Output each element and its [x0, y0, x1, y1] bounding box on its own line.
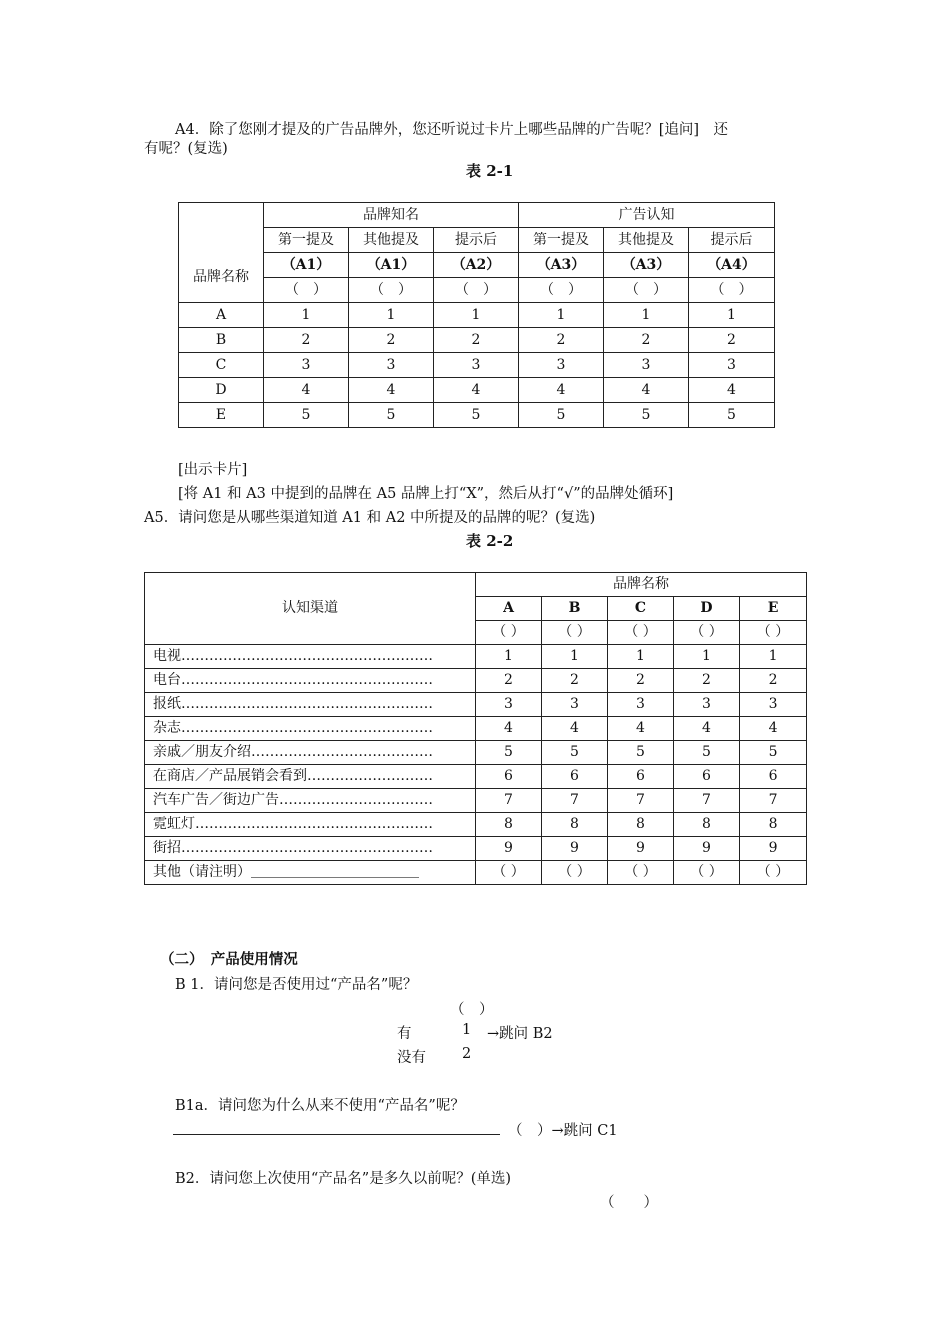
brand-cell: D [179, 378, 264, 403]
code-cell: 2 [604, 328, 689, 353]
question-code: （A1） [349, 253, 434, 278]
answer-blank: （ ） [476, 621, 542, 645]
brand-cell: B [179, 328, 264, 353]
code-cell: 3 [264, 353, 349, 378]
b1-answer-blank: （ ） [450, 1002, 494, 1018]
answer-blank: （ ） [740, 861, 807, 885]
subheader: 第一提及 [519, 228, 604, 253]
code-cell: 5 [519, 403, 604, 428]
code-cell: 5 [476, 741, 542, 765]
channel-label: 电台……………………………………………… [145, 669, 476, 693]
b1a-answer-line[interactable] [173, 1134, 500, 1135]
code-cell: 6 [740, 765, 807, 789]
channel-label: 汽车广告／街边广告…………………………… [145, 789, 476, 813]
brand-awareness-table [178, 202, 775, 428]
awareness-channel-table [144, 572, 807, 885]
table-row [179, 328, 775, 353]
brand-column-header: C [608, 597, 674, 621]
code-cell: 4 [608, 717, 674, 741]
code-cell: 8 [674, 813, 740, 837]
channel-label: 其他（请注明）＿＿＿＿＿＿＿＿＿＿＿＿ [145, 861, 476, 885]
answer-blank: （ ） [434, 278, 519, 303]
code-cell: 7 [674, 789, 740, 813]
b1a-answer-jump: （ ）→跳问 C1 [508, 1123, 618, 1139]
b1-question: B 1．请问您是否使用过“产品名”呢？ [175, 977, 418, 993]
answer-blank: （ ） [476, 861, 542, 885]
answer-blank: （ ） [608, 861, 674, 885]
brand-name-header: 品牌名称 [476, 573, 807, 597]
subheader: 其他提及 [349, 228, 434, 253]
channel-header: 认知渠道 [145, 573, 476, 645]
code-cell: 6 [476, 765, 542, 789]
code-cell: 9 [674, 837, 740, 861]
code-cell: 5 [604, 403, 689, 428]
code-cell: 7 [608, 789, 674, 813]
channel-label: 霓虹灯…………………………………………… [145, 813, 476, 837]
code-cell: 3 [542, 693, 608, 717]
table-row [145, 741, 807, 765]
brand-column-header: E [740, 597, 807, 621]
code-cell: 7 [476, 789, 542, 813]
code-cell: 4 [674, 717, 740, 741]
code-cell: 3 [674, 693, 740, 717]
answer-blank: （ ） [349, 278, 434, 303]
code-cell: 4 [349, 378, 434, 403]
code-cell: 9 [542, 837, 608, 861]
code-cell: 9 [608, 837, 674, 861]
code-cell: 5 [674, 741, 740, 765]
code-cell: 2 [476, 669, 542, 693]
code-cell: 8 [476, 813, 542, 837]
b1-option-yes-label: 有 [397, 1026, 412, 1042]
brand-column-header: D [674, 597, 740, 621]
code-cell: 1 [476, 645, 542, 669]
b1a-question: B1a．请问您为什么从来不使用“产品名”呢？ [175, 1098, 465, 1114]
code-cell: 1 [608, 645, 674, 669]
code-cell: 2 [689, 328, 775, 353]
answer-blank: （ ） [674, 621, 740, 645]
table-row [145, 765, 807, 789]
row-header-brand-name: 品牌名称 [179, 253, 264, 303]
instruction-show-card: [出示卡片] [178, 462, 248, 478]
a4-question-line1: A4．除了您刚才提及的广告品牌外，您还听说过卡片上哪些品牌的广告呢？[追问] 还 [175, 122, 729, 138]
code-cell: 8 [608, 813, 674, 837]
code-cell: 6 [674, 765, 740, 789]
corner-cell [179, 203, 264, 253]
subheader: 提示后 [689, 228, 775, 253]
code-cell: 5 [542, 741, 608, 765]
question-code: （A2） [434, 253, 519, 278]
channel-label: 亲戚／朋友介绍………………………………… [145, 741, 476, 765]
table-row [145, 837, 807, 861]
answer-blank: （ ） [519, 278, 604, 303]
code-cell: 4 [434, 378, 519, 403]
answer-blank: （ ） [264, 278, 349, 303]
code-cell: 3 [608, 693, 674, 717]
code-cell: 9 [476, 837, 542, 861]
table-row [179, 403, 775, 428]
question-code: （A3） [519, 253, 604, 278]
b1-option-no-label: 没有 [397, 1050, 426, 1066]
code-cell: 2 [434, 328, 519, 353]
code-cell: 4 [264, 378, 349, 403]
code-cell: 5 [434, 403, 519, 428]
answer-blank: （ ） [542, 861, 608, 885]
code-cell: 1 [434, 303, 519, 328]
b1-option-yes-jump: →跳问 B2 [487, 1026, 553, 1042]
code-cell: 2 [740, 669, 807, 693]
channel-label: 街招……………………………………………… [145, 837, 476, 861]
table-row [179, 353, 775, 378]
b1-option-no-code: 2 [462, 1046, 472, 1062]
code-cell: 5 [349, 403, 434, 428]
code-cell: 1 [264, 303, 349, 328]
code-cell: 3 [434, 353, 519, 378]
table-row [179, 378, 775, 403]
channel-label: 电视……………………………………………… [145, 645, 476, 669]
answer-blank: （ ） [608, 621, 674, 645]
code-cell: 5 [740, 741, 807, 765]
question-code: （A4） [689, 253, 775, 278]
code-cell: 4 [519, 378, 604, 403]
instruction-loop: [将 A1 和 A3 中提到的品牌在 A5 品牌上打“X”，然后从打“√”的品牌处循环] [178, 486, 674, 502]
code-cell: 1 [519, 303, 604, 328]
code-cell: 7 [542, 789, 608, 813]
table-row [145, 789, 807, 813]
brand-column-header: B [542, 597, 608, 621]
question-code: （A3） [604, 253, 689, 278]
code-cell: 4 [689, 378, 775, 403]
table-row [145, 645, 807, 669]
group-brand-awareness: 品牌知名 [264, 203, 519, 228]
brand-cell: C [179, 353, 264, 378]
code-cell: 1 [349, 303, 434, 328]
code-cell: 4 [542, 717, 608, 741]
brand-column-header: A [476, 597, 542, 621]
code-cell: 4 [604, 378, 689, 403]
code-cell: 2 [674, 669, 740, 693]
answer-blank: （ ） [604, 278, 689, 303]
code-cell: 3 [604, 353, 689, 378]
subheader: 提示后 [434, 228, 519, 253]
code-cell: 3 [519, 353, 604, 378]
code-cell: 7 [740, 789, 807, 813]
code-cell: 3 [740, 693, 807, 717]
code-cell: 2 [264, 328, 349, 353]
table-row [145, 813, 807, 837]
code-cell: 9 [740, 837, 807, 861]
table-row [145, 669, 807, 693]
answer-blank: （ ） [689, 278, 775, 303]
code-cell: 1 [740, 645, 807, 669]
b1-option-yes-code: 1 [462, 1022, 472, 1038]
a4-question-line2: 有呢？(复选) [144, 141, 228, 157]
code-cell: 1 [674, 645, 740, 669]
code-cell: 6 [608, 765, 674, 789]
code-cell: 3 [476, 693, 542, 717]
subheader: 第一提及 [264, 228, 349, 253]
table-row [145, 717, 807, 741]
table1-caption: 表 2-1 [466, 162, 514, 180]
code-cell: 1 [542, 645, 608, 669]
code-cell: 3 [689, 353, 775, 378]
code-cell: 3 [349, 353, 434, 378]
code-cell: 2 [519, 328, 604, 353]
code-cell: 5 [608, 741, 674, 765]
table-row [179, 303, 775, 328]
code-cell: 1 [604, 303, 689, 328]
answer-blank: （ ） [542, 621, 608, 645]
code-cell: 1 [689, 303, 775, 328]
answer-blank: （ ） [740, 621, 807, 645]
question-code: （A1） [264, 253, 349, 278]
table2-caption: 表 2-2 [466, 532, 514, 550]
code-cell: 2 [542, 669, 608, 693]
code-cell: 5 [264, 403, 349, 428]
code-cell: 2 [608, 669, 674, 693]
answer-blank: （ ） [674, 861, 740, 885]
brand-cell: E [179, 403, 264, 428]
a5-question: A5．请问您是从哪些渠道知道 A1 和 A2 中所提及的品牌的呢？(复选) [144, 510, 596, 526]
code-cell: 8 [542, 813, 608, 837]
code-cell: 4 [740, 717, 807, 741]
channel-label: 杂志……………………………………………… [145, 717, 476, 741]
code-cell: 6 [542, 765, 608, 789]
table-row [145, 861, 807, 885]
code-cell: 4 [476, 717, 542, 741]
group-ad-awareness: 广告认知 [519, 203, 775, 228]
brand-cell: A [179, 303, 264, 328]
section-heading-product-usage: （二） 产品使用情况 [160, 952, 298, 968]
code-cell: 8 [740, 813, 807, 837]
channel-label: 在商店／产品展销会看到……………………… [145, 765, 476, 789]
table-row [145, 693, 807, 717]
b2-answer-blank: （ ） [600, 1195, 658, 1211]
b2-question: B2．请问您上次使用“产品名”是多久以前呢？(单选) [175, 1171, 512, 1187]
channel-label: 报纸……………………………………………… [145, 693, 476, 717]
code-cell: 2 [349, 328, 434, 353]
code-cell: 5 [689, 403, 775, 428]
subheader: 其他提及 [604, 228, 689, 253]
